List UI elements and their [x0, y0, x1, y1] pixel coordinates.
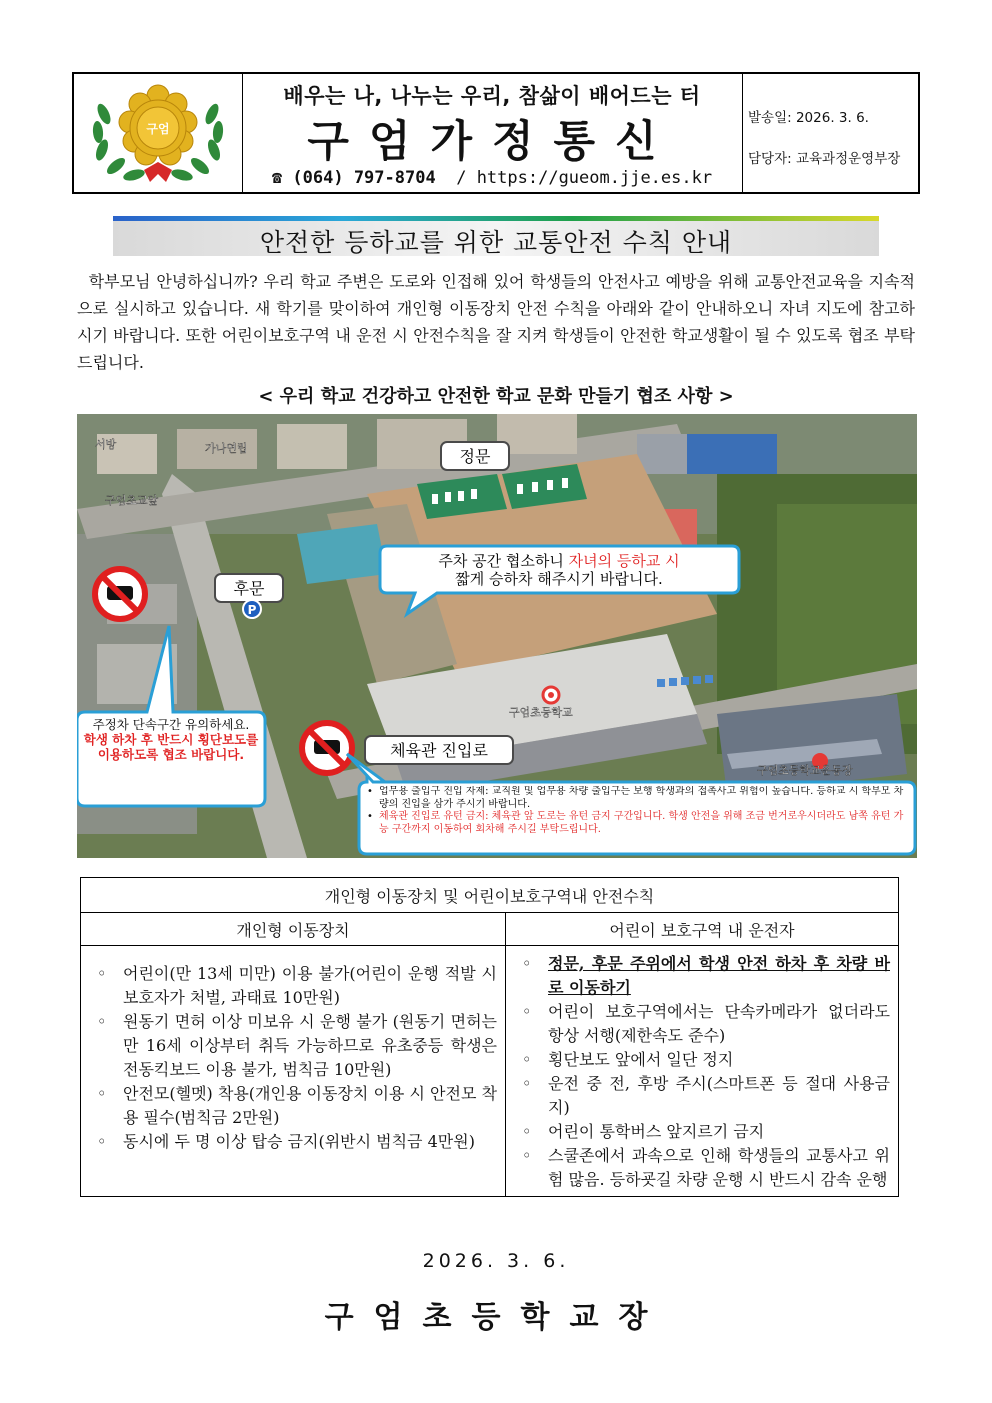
list-item: ◦ 정문, 후문 주위에서 학생 안전 하차 후 차량 바로 이동하기 — [522, 954, 890, 997]
header-meta-cell — [742, 74, 920, 192]
contact-line — [242, 168, 742, 188]
parking-icon — [243, 600, 261, 618]
front-gate-label — [441, 442, 509, 470]
no-parking-sign-icon — [95, 569, 145, 619]
map-label-gyoap: 구엄초교앞 — [105, 494, 159, 507]
phone-number: (064) 797-8704 — [292, 168, 436, 188]
list-item: ◦ 어린이(만 13세 미만) 이용 불가(어린이 운행 적발 시 보호자가 처벌, 과태료 10만원) — [97, 964, 497, 1007]
issue-date-footer: 2026. 3. 6. — [422, 1250, 570, 1272]
contact-separator: / — [456, 168, 467, 188]
bubble-left-text: 주정차 단속구간 유의하세요. — [92, 717, 250, 732]
logo-text: 구엄 — [146, 122, 170, 136]
svg-text:후문: 후문 — [233, 579, 265, 598]
school-url[interactable]: https://gueom.jje.es.kr — [476, 168, 713, 188]
gate-entry-notice-text: 업무용 출입구 진입 자제: 교직원 및 업무용 차량 출입구는 보행 학생과의 접촉사고 위험이 높습니다. 등하교 시 학부모 차량의 진입을 삼가 주시기 바랍니다. — [379, 786, 904, 810]
newsletter-header — [72, 72, 920, 194]
section-title-bar — [113, 216, 879, 256]
list-item: ◦ 안전모(헬멧) 착용(개인용 이동장치 이용 시 안전모 착용 필수(범칙금 2만원) — [97, 1084, 497, 1127]
map-label-school: 구엄초등학교 — [509, 706, 573, 719]
cooperation-subheading: < 우리 학교 건강하고 안전한 학교 문화 만들기 협조 사항 > — [258, 386, 734, 407]
aerial-map-graphic — [77, 414, 917, 858]
school-emblem-logo — [74, 74, 242, 192]
svg-text:정문: 정문 — [459, 447, 491, 466]
list-item: ◦ 운전 중 전, 후방 주시(스마트폰 등 절대 사용금지) — [522, 1074, 890, 1117]
column-header-personal-mobility: 개인형 이동장치 — [81, 913, 506, 946]
intro-paragraph — [77, 268, 915, 376]
header-title-cell — [242, 74, 743, 192]
svg-text:P: P — [247, 603, 257, 617]
list-item: ◦ 횡단보도 앞에서 일단 정지 — [522, 1050, 734, 1069]
intro-text: 학부모님 안녕하십니까? 우리 학교 주변은 도로와 인접해 있어 학생들의 안전사고 예방을 위해 교통안전교육을 지속적으로 실시하고 있습니다. 새 학기를 맞이하여 개인형 이동장치 안전 수칙을 아래와 같이 안내하오니 자녀 지도에 참고하시기 바랍니다. 또한 어린이보호구역 내 운전 시 안전수칙을 잘 지켜 학생들이 안전한 학교생활이 될 수 있도록 협조 부탁드립니다. — [77, 272, 915, 372]
list-item: ◦ 원동기 면허 이상 미보유 시 운행 불가 (원동기 면허는 만 16세 이상부터 취득 가능하므로 유초중등 학생은 전동킥보드 이용 불가, 범칙금 10만원) — [97, 1012, 497, 1079]
gate-entry-notice-bubble: • 업무용 출입구 진입 자제: 교직원 및 업무용 차량 출입구는 보행 학생과의 접촉사고 위험이 높습니다. 등하교 시 학부모 차량의 진입을 삼가 주시기 바랍니다. • 체육관 진입로 유턴 금지: 체육관 앞 도로는 유턴 금지 구간입니다. 학생 안전을 위해 조금 번거로우시더라도 남쪽 유턴 가능 구간까지 이동하여 회차해 주시길 부탁드립니다. — [347, 754, 915, 854]
newsletter-title: 구엄가정통신 — [307, 117, 677, 167]
map-label-ganayeonrip: 가나연립 — [205, 442, 248, 455]
map-label-field: 구엄초등학교운동장 — [757, 764, 853, 777]
principal-signature: 구엄초등학교장 — [324, 1300, 668, 1335]
issue-date: 발송일: 2026. 3. 6. — [748, 110, 869, 126]
list-item: ◦ 어린이 통학버스 앞지르기 금지 — [522, 1122, 765, 1141]
back-gate-label — [215, 574, 283, 602]
bubble-left-red-text: 학생 하차 후 반드시 횡단보도를 이용하도록 협조 바랍니다. — [83, 732, 259, 762]
table-title: 개인형 이동장치 및 어린이보호구역내 안전수칙 — [81, 878, 899, 913]
personal-mobility-rules — [81, 946, 506, 1197]
no-uturn-sign-icon — [302, 723, 352, 773]
phone-icon: ☎ — [271, 168, 283, 188]
school-aerial-map — [77, 414, 917, 858]
column-header-school-zone-driver: 어린이 보호구역 내 운전자 — [506, 913, 899, 946]
list-item: ◦ 동시에 두 명 이상 탑승 금지(위반시 범칙금 4만원) — [97, 1132, 475, 1151]
manager: 담당자: 교육과정운영부장 — [748, 151, 901, 167]
svg-text:짧게 승하차 해주시기 바랍니다.: 짧게 승하차 해주시기 바랍니다. — [455, 570, 663, 588]
svg-text:주차 공간 협소하니 자녀의 등하교 시: 주차 공간 협소하니 자녀의 등하교 시 — [438, 552, 680, 570]
school-zone-driver-rules — [506, 946, 899, 1197]
svg-text:체육관 진입로: 체육관 진입로 — [390, 741, 488, 760]
school-motto: 배우는 나, 나누는 우리, 참삶이 배어드는 터 — [283, 84, 701, 108]
list-item: ◦ 스쿨존에서 과속으로 인해 학생들의 교통사고 위험 많음. 등하굣길 차량 운행 시 반드시 감속 운행 — [522, 1146, 890, 1189]
gym-entrance-label — [365, 736, 513, 764]
uturn-notice-text: 체육관 진입로 유턴 금지: 체육관 앞 도로는 유턴 금지 구간입니다. 학생 안전을 위해 조금 번거로우시더라도 남쪽 유턴 가능 구간까지 이동하여 회차해 주시길 부탁드립니다. — [379, 811, 904, 835]
logo-cell — [74, 74, 243, 192]
list-item: ◦ 어린이 보호구역에서는 단속카메라가 없더라도 항상 서행(제한속도 준수) — [522, 1002, 890, 1045]
map-label-seobang: 서방 — [95, 438, 117, 451]
section-title: 안전한 등하교를 위한 교통안전 수칙 안내 — [259, 228, 733, 257]
safety-rules-table — [80, 877, 899, 1197]
